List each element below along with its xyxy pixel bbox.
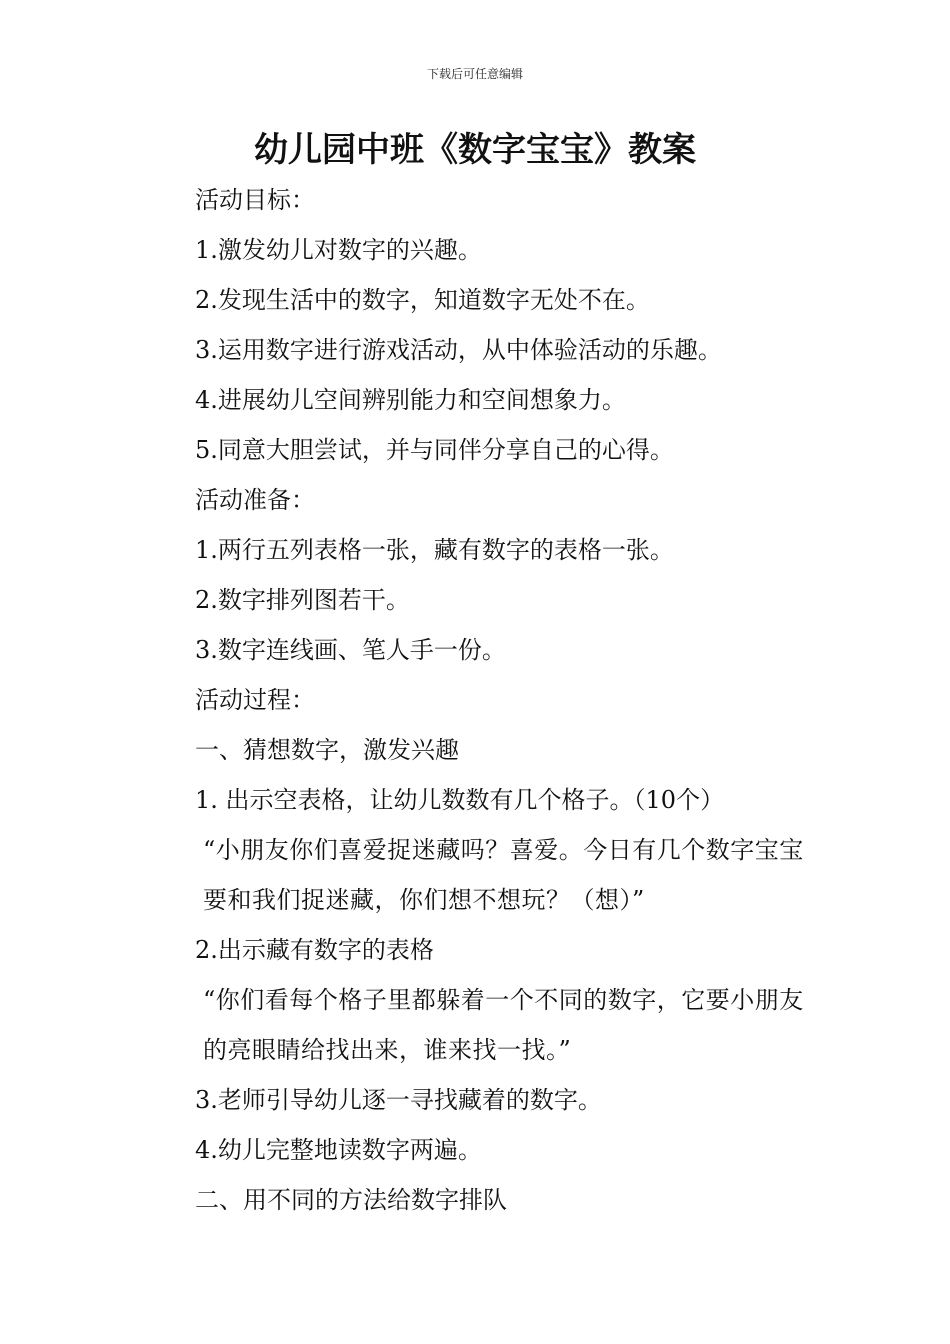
header-note: 下载后可任意编辑 xyxy=(426,67,523,81)
process-subheading: 一、猜想数字，激发兴趣 xyxy=(195,736,459,764)
dialogue-paragraph: “你们看每个格子里都躲着一个不同的数字，它要小朋友的亮眼睛给找出来，谁来找一找。” xyxy=(203,986,804,1064)
document-body xyxy=(145,175,810,1225)
process-step: 3.老师引导幼儿逐一寻找藏着的数字。 xyxy=(195,1086,602,1114)
document-title: 幼儿园中班《数字宝宝》教案 xyxy=(254,130,696,170)
section-heading-goals: 活动目标： xyxy=(195,186,315,214)
preparation-item: 1.两行五列表格一张，藏有数字的表格一张。 xyxy=(195,536,674,564)
dialogue-paragraph: “小朋友你们喜爱捉迷藏吗？喜爱。今日有几个数字宝宝要和我们捉迷藏，你们想不想玩？（想）” xyxy=(203,836,804,914)
preparation-item: 2.数字排列图若干。 xyxy=(195,586,410,614)
process-subheading: 二、用不同的方法给数字排队 xyxy=(195,1186,507,1214)
goal-item: 5.同意大胆尝试，并与同伴分享自己的心得。 xyxy=(195,436,674,464)
section-heading-process: 活动过程： xyxy=(195,686,315,714)
process-step: 1. 出示空表格，让幼儿数数有几个格子。（10个） xyxy=(195,786,725,814)
goal-item: 4.进展幼儿空间辨别能力和空间想象力。 xyxy=(195,386,626,414)
section-heading-preparation: 活动准备： xyxy=(195,486,315,514)
process-step: 2.出示藏有数字的表格 xyxy=(195,936,434,964)
goal-item: 1.激发幼儿对数字的兴趣。 xyxy=(195,236,482,264)
goal-item: 2.发现生活中的数字，知道数字无处不在。 xyxy=(195,286,650,314)
preparation-item: 3.数字连线画、笔人手一份。 xyxy=(195,636,506,664)
goal-item: 3.运用数字进行游戏活动，从中体验活动的乐趣。 xyxy=(195,336,722,364)
process-step: 4.幼儿完整地读数字两遍。 xyxy=(195,1136,482,1164)
